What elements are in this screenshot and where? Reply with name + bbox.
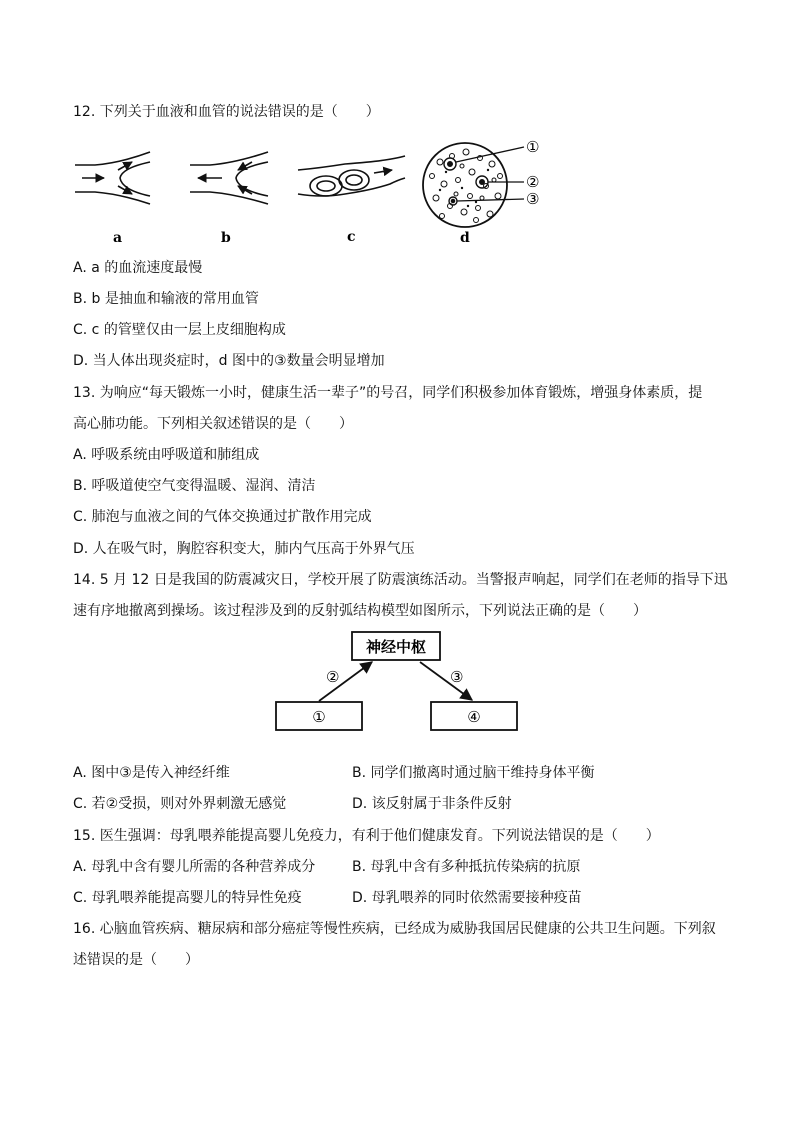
q14-stem-line1: 14. 5 月 12 日是我国的防震减灾日，学校开展了防震演练活动。当警报声响起，同学们在老师的指导下迅 <box>73 572 728 588</box>
receptor-label: ① <box>312 708 326 726</box>
q12-option-a: A. a 的血流速度最慢 <box>73 260 203 276</box>
efferent-arrow <box>420 662 472 700</box>
q15-option-c: C. 母乳喂养能提高婴儿的特异性免疫 <box>73 890 302 906</box>
fig-label-c: c <box>347 229 356 245</box>
q15-option-d: D. 母乳喂养的同时依然需要接种疫苗 <box>352 890 582 906</box>
fig-label-a: a <box>113 230 123 246</box>
q12-figure <box>0 140 794 250</box>
fig-label-b: b <box>221 230 231 246</box>
fig-label-d: d <box>460 230 470 246</box>
q12-option-b: B. b 是抽血和输液的常用血管 <box>73 291 259 307</box>
q16-stem-line2: 述错误的是（ ） <box>73 952 199 968</box>
vessel-b-drawing <box>190 152 268 204</box>
q16-stem-line1: 16. 心脑血管疾病、糖尿病和部分癌症等慢性疾病，已经成为威胁我国居民健康的公共卫生问题。下列叙 <box>73 921 716 937</box>
afferent-label: ② <box>326 668 340 686</box>
q14-option-b: B. 同学们撤离时通过脑干维持身体平衡 <box>352 765 595 781</box>
q12-option-c: C. c 的管壁仅由一层上皮细胞构成 <box>73 322 286 338</box>
reflex-arc-diagram <box>0 628 794 738</box>
q13-option-d: D. 人在吸气时，胸腔容积变大，肺内气压高于外界气压 <box>73 541 415 557</box>
q12-option-d: D. 当人体出现炎症时，d 图中的③数量会明显增加 <box>73 353 385 369</box>
q13-option-c: C. 肺泡与血液之间的气体交换通过扩散作用完成 <box>73 509 372 525</box>
effector-label: ④ <box>467 708 481 726</box>
vessel-a-drawing <box>75 152 150 204</box>
efferent-label: ③ <box>450 668 464 686</box>
vessel-c-drawing <box>298 156 405 196</box>
q15-stem: 15. 医生强调：母乳喂养能提高婴儿免疫力，有利于他们健康发育。下列说法错误的是（ ） <box>73 828 660 844</box>
q15-option-a: A. 母乳中含有婴儿所需的各种营养成分 <box>73 859 316 875</box>
blood-smear-d-drawing <box>423 143 524 227</box>
q14-option-c: C. 若②受损，则对外界刺激无感觉 <box>73 796 287 812</box>
q15-option-b: B. 母乳中含有多种抵抗传染病的抗原 <box>352 859 581 875</box>
marker-2: ② <box>526 173 540 191</box>
q14-stem-line2: 速有序地撤离到操场。该过程涉及到的反射弧结构模型如图所示，下列说法正确的是（ ） <box>73 603 647 619</box>
q13-option-b: B. 呼吸道使空气变得温暖、湿润、清洁 <box>73 478 316 494</box>
q13-stem-line1: 13. 为响应“每天锻炼一小时，健康生活一辈子”的号召，同学们积极参加体育锻炼，增强身体素质，提 <box>73 385 703 401</box>
q14-option-a: A. 图中③是传入神经纤维 <box>73 765 230 781</box>
q13-option-a: A. 呼吸系统由呼吸道和肺组成 <box>73 447 260 463</box>
marker-1: ① <box>526 138 540 156</box>
q13-stem-line2: 高心肺功能。下列相关叙述错误的是（ ） <box>73 416 353 432</box>
q14-option-d: D. 该反射属于非条件反射 <box>352 796 512 812</box>
nerve-center-label: 神经中枢 <box>365 638 427 656</box>
marker-3: ③ <box>526 190 540 208</box>
q12-stem: 12. 下列关于血液和血管的说法错误的是（ ） <box>73 104 380 120</box>
